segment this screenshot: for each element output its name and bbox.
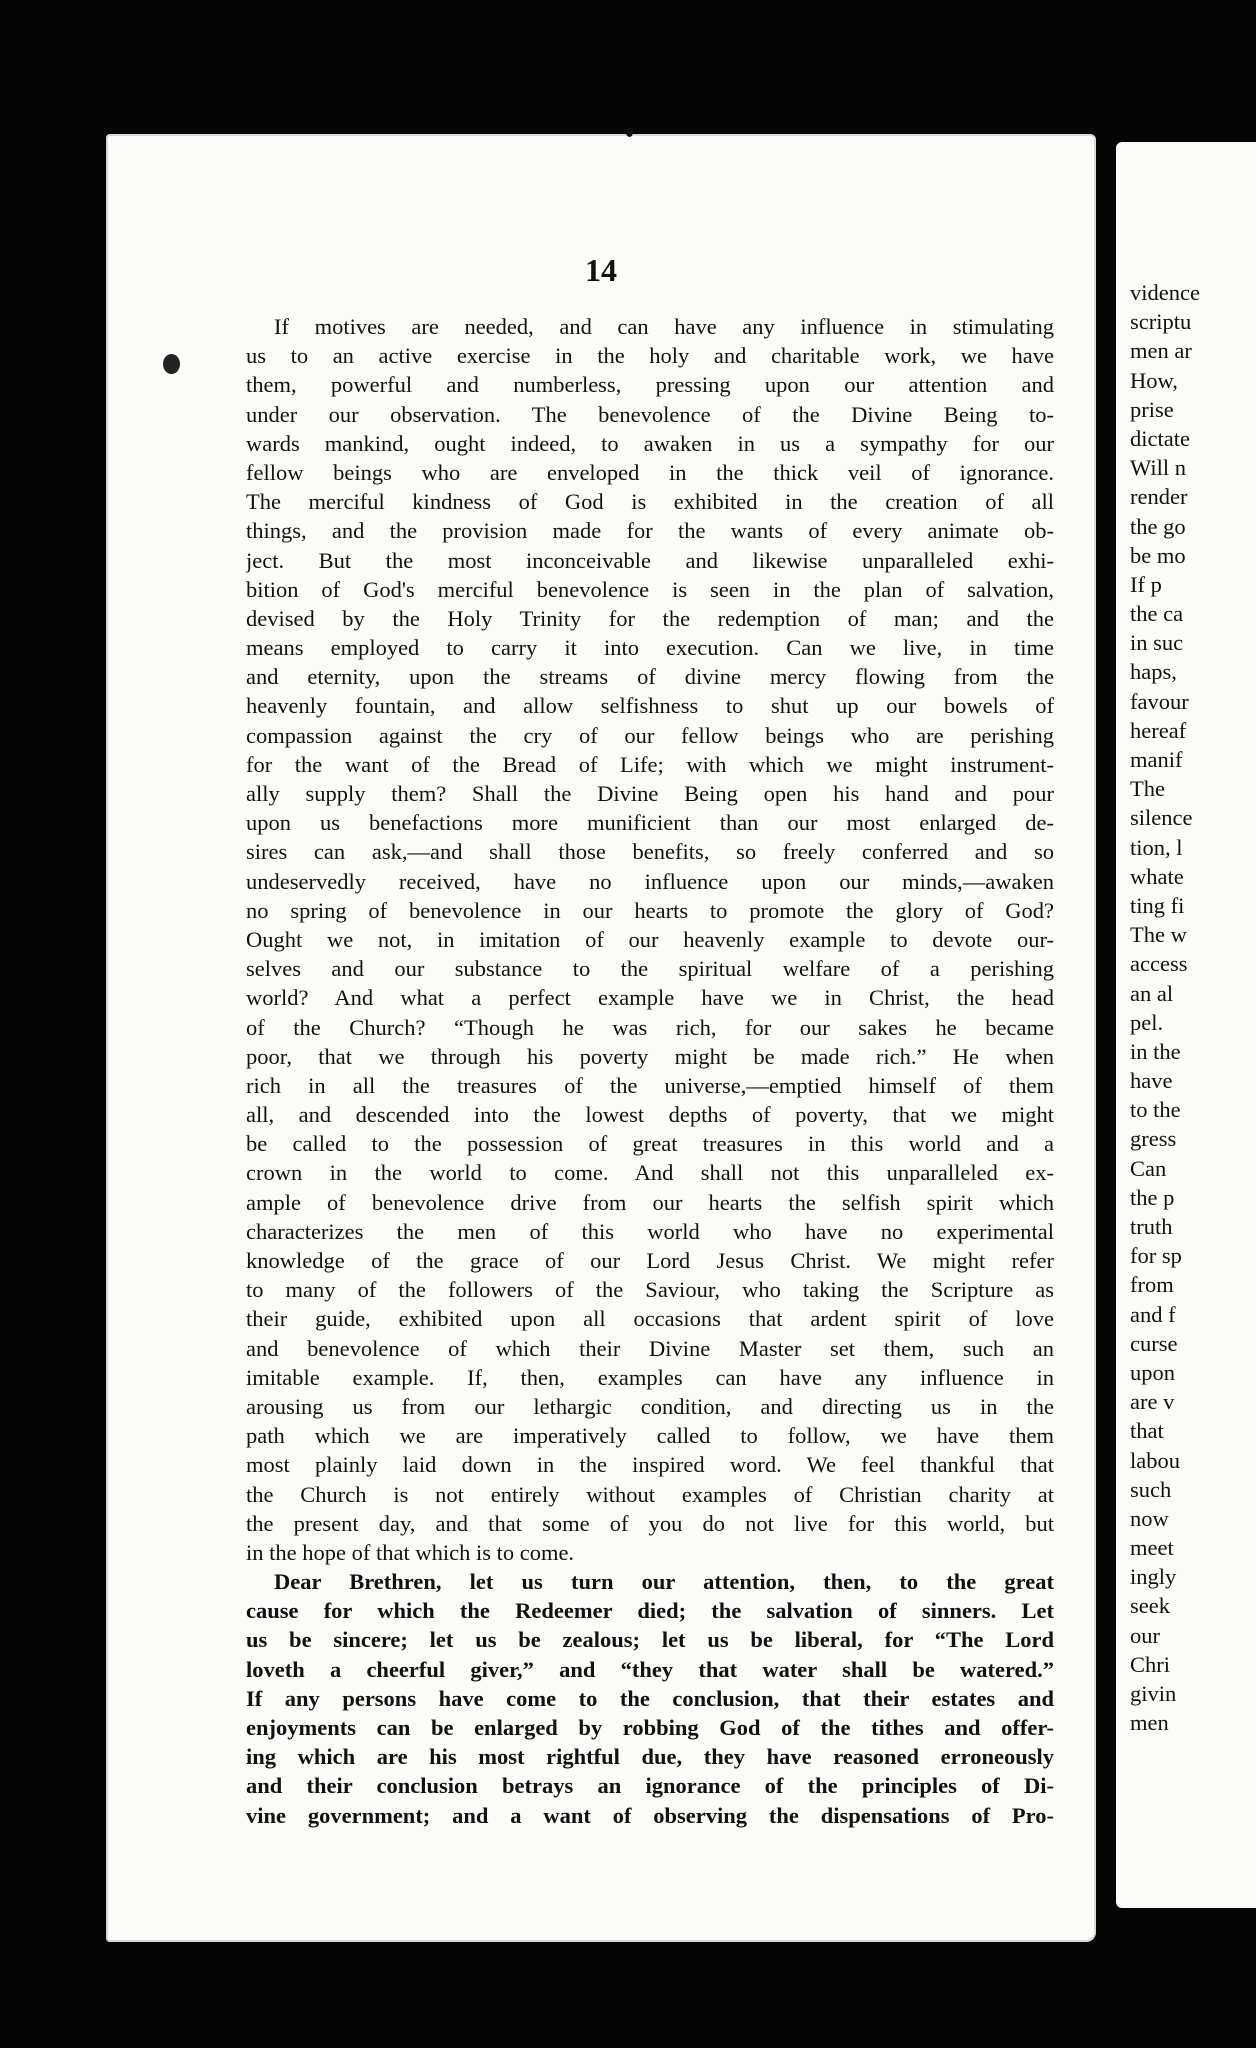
right-text-line: dictate: [1130, 425, 1190, 451]
right-text-line: upon: [1130, 1359, 1175, 1385]
text-line: rich in all the treasures of the universe,—emptied himself of them: [246, 1072, 1054, 1098]
text-line: all, and descended into the lowest depths of poverty, that we might: [246, 1102, 1054, 1128]
right-text-line: Chri: [1130, 1651, 1171, 1677]
right-text-line: seek: [1130, 1593, 1170, 1619]
text-line: arousing us from our lethargic condition, and directing us in the: [246, 1393, 1054, 1419]
text-line: heavenly fountain, and allow selfishness to shut up our bowels of: [246, 693, 1054, 719]
text-line: ject. But the most inconceivable and likewise unparalleled exhi-: [246, 547, 1054, 573]
text-line: Ought we not, in imitation of our heavenly example to devote our-: [246, 926, 1054, 952]
right-text-line: now: [1130, 1505, 1169, 1531]
right-text-line: The: [1130, 776, 1165, 802]
text-line: and eternity, upon the streams of divine mercy flowing from the: [246, 664, 1054, 690]
text-line: selves and our substance to the spiritual welfare of a perishing: [246, 956, 1054, 982]
right-text-line: access: [1130, 951, 1188, 977]
right-text-line: in suc: [1130, 630, 1184, 656]
text-line: their guide, exhibited upon all occasions that ardent spirit of love: [246, 1306, 1054, 1332]
text-line: under our observation. The benevolence of the Divine Being to-: [246, 401, 1054, 427]
right-text-line: men: [1130, 1710, 1169, 1736]
text-line: Dear Brethren, let us turn our attention, then, to the great: [274, 1569, 1054, 1595]
text-line: ally supply them? Shall the Divine Being open his hand and pour: [246, 781, 1054, 806]
right-text-line: be mo: [1130, 542, 1186, 568]
text-line: the present day, and that some of you do not live for this world, but: [246, 1510, 1054, 1536]
right-text-line: pel.: [1130, 1009, 1164, 1035]
right-text-line: in the: [1130, 1038, 1181, 1064]
text-line: upon us benefactions more munificient than our most enlarged de-: [246, 810, 1054, 836]
right-text-line: that: [1130, 1418, 1164, 1444]
right-text-line: Will n: [1130, 455, 1186, 481]
text-line: wards mankind, ought indeed, to awaken in us a sympathy for our: [246, 430, 1054, 456]
right-text-line: truth: [1130, 1214, 1173, 1239]
right-text-line: scriptu: [1130, 309, 1192, 335]
right-text-line: ting fi: [1130, 892, 1185, 918]
text-line: vine government; and a want of observing the dispensations of Pro-: [246, 1802, 1054, 1828]
left-page: [106, 134, 1096, 1942]
right-page-text: [1130, 278, 1256, 1737]
right-text-line: and f: [1130, 1301, 1176, 1327]
right-text-line: to the: [1130, 1097, 1181, 1123]
text-line: undeservedly received, have no influence upon our minds,—awaken: [246, 868, 1054, 894]
text-line: them, powerful and numberless, pressing upon our attention and: [246, 372, 1054, 398]
text-line: world? And what a perfect example have we in Christ, the head: [246, 985, 1054, 1011]
right-page-fragment: [1116, 142, 1256, 1908]
text-line: bition of God's merciful benevolence is seen in the plan of salvation,: [246, 576, 1054, 602]
ink-speck: [626, 128, 633, 137]
right-text-line: gress: [1130, 1126, 1177, 1152]
text-line: to many of the followers of the Saviour, who taking the Scripture as: [246, 1277, 1054, 1303]
text-line: characterizes the men of this world who have no experimental: [246, 1218, 1054, 1244]
page-number: 14: [585, 252, 617, 288]
right-text-line: vidence: [1130, 280, 1200, 305]
right-text-line: render: [1130, 484, 1188, 510]
right-text-line: an al: [1130, 980, 1174, 1006]
right-text-line: tion, l: [1130, 834, 1183, 860]
right-text-line: the go: [1130, 513, 1186, 539]
text-line: crown in the world to come. And shall not this unparalleled ex-: [246, 1160, 1054, 1186]
text-line: If motives are needed, and can have any influence in stimulating: [274, 314, 1054, 339]
text-line: If any persons have come to the conclusion, that their estates and: [246, 1685, 1054, 1711]
text-line: and benevolence of which their Divine Master set them, such an: [246, 1335, 1054, 1361]
right-text-line: silence: [1130, 805, 1193, 831]
text-line: us be sincere; let us be zealous; let us be liberal, for “The Lord: [246, 1627, 1054, 1653]
right-text-line: hereaf: [1130, 717, 1187, 743]
right-text-line: the ca: [1130, 601, 1184, 627]
right-text-line: meet: [1130, 1535, 1174, 1561]
text-line: ample of benevolence drive from our hearts the selfish spirit which: [246, 1189, 1054, 1215]
right-text-line: givin: [1130, 1681, 1177, 1706]
right-text-line: Can: [1130, 1155, 1167, 1181]
right-text-line: haps,: [1130, 659, 1177, 685]
text-line: us to an active exercise in the holy and charitable work, we have: [246, 343, 1054, 369]
binding-hole: [163, 354, 180, 374]
right-text-line: for sp: [1130, 1243, 1182, 1269]
text-line: of the Church? “Though he was rich, for our sakes he became: [246, 1014, 1054, 1040]
text-line: compassion against the cry of our fellow beings who are perishing: [246, 722, 1054, 748]
right-text-line: The w: [1130, 922, 1187, 948]
text-line: means employed to carry it into execution. Can we live, in time: [246, 635, 1054, 661]
text-line: in the hope of that which is to come.: [246, 1539, 575, 1565]
right-text-line: labou: [1130, 1447, 1180, 1473]
text-line: imitable example. If, then, examples can have any influence in: [246, 1364, 1054, 1390]
text-line: enjoyments can be enlarged by robbing God of the tithes and offer-: [246, 1715, 1054, 1740]
right-text-line: If p: [1130, 571, 1162, 597]
right-text-line: from: [1130, 1272, 1174, 1298]
text-line: The merciful kindness of God is exhibited in the creation of all: [246, 489, 1054, 515]
right-text-line: have: [1130, 1068, 1173, 1094]
right-text-line: are v: [1130, 1389, 1175, 1415]
right-text-line: such: [1130, 1476, 1172, 1502]
right-text-line: favour: [1130, 688, 1189, 714]
right-text-line: whate: [1130, 863, 1184, 889]
text-line: loveth a cheerful giver,” and “they that water shall be watered.”: [246, 1656, 1054, 1682]
right-text-line: curse: [1130, 1330, 1178, 1356]
right-text-line: the p: [1130, 1184, 1175, 1210]
text-line: no spring of benevolence in our hearts to promote the glory of God?: [246, 897, 1054, 923]
text-line: ing which are his most rightful due, they have reasoned erroneously: [246, 1744, 1054, 1770]
text-line: fellow beings who are enveloped in the thick veil of ignorance.: [246, 459, 1054, 485]
right-text-line: prise: [1130, 396, 1174, 422]
right-text-line: men ar: [1130, 338, 1192, 364]
text-line: sires can ask,—and shall those benefits, so freely conferred and so: [246, 839, 1054, 865]
text-line: cause for which the Redeemer died; the salvation of sinners. Let: [246, 1598, 1054, 1624]
text-line: for the want of the Bread of Life; with which we might instrument-: [246, 751, 1054, 777]
text-line: knowledge of the grace of our Lord Jesus Christ. We might refer: [246, 1248, 1054, 1273]
text-line: things, and the provision made for the wants of every animate ob-: [246, 518, 1054, 544]
text-line: the Church is not entirely without examples of Christian charity at: [246, 1481, 1054, 1507]
text-line: path which we are imperatively called to follow, we have them: [246, 1423, 1054, 1449]
right-text-line: our: [1130, 1622, 1160, 1648]
text-line: and their conclusion betrays an ignorance of the principles of Di-: [246, 1773, 1054, 1799]
right-text-line: manif: [1130, 747, 1183, 772]
right-text-line: How,: [1130, 367, 1178, 393]
text-line: most plainly laid down in the inspired word. We feel thankful that: [246, 1452, 1054, 1478]
text-line: devised by the Holy Trinity for the redemption of man; and the: [246, 605, 1054, 631]
text-line: poor, that we through his poverty might be made rich.” He when: [246, 1043, 1054, 1069]
text-line: be called to the possession of great treasures in this world and a: [246, 1131, 1054, 1157]
right-text-line: ingly: [1130, 1564, 1177, 1590]
body-text: [246, 312, 1054, 1830]
